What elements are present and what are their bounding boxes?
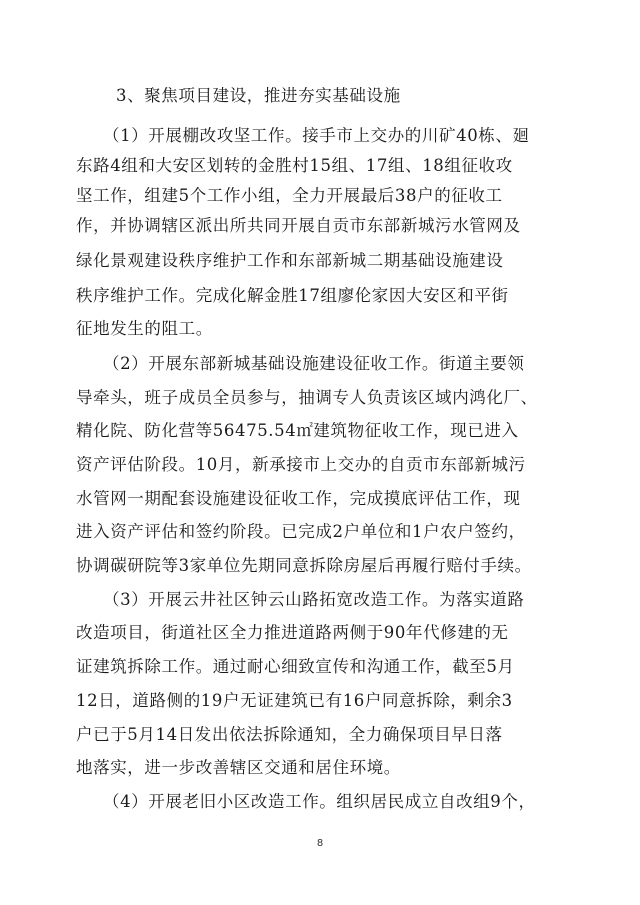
paragraph-1-line-2: 东路4组和大安区划转的金胜村15组、17组、18组征收攻 bbox=[76, 156, 513, 175]
paragraph-3-line-1: （3）开展云井社区钟云山路拓宽改造工作。为落实道路 bbox=[103, 590, 525, 609]
paragraph-3-line-6: 地落实，进一步改善辖区交通和居住环境。 bbox=[76, 758, 401, 777]
paragraph-1-line-1: （1）开展棚改攻坚工作。接手市上交办的川矿40栋、廻 bbox=[103, 126, 530, 145]
paragraph-4-line-1: （4）开展老旧小区改造工作。组织居民成立自改组9个， bbox=[103, 792, 536, 811]
paragraph-1-line-5: 绿化景观建设秩序维护工作和东部新城二期基础设施建设 bbox=[76, 251, 504, 270]
paragraph-1-line-3: 坚工作，组建5个工作小组，全力开展最后38户的征收工 bbox=[76, 186, 503, 205]
paragraph-2-line-2: 导牵头，班子成员全员参与，抽调专人负责该区域内鸿化厂、 bbox=[76, 388, 538, 407]
paragraph-3-line-5: 户已于5月14日发出依法拆除通知，全力确保项目早日落 bbox=[76, 725, 503, 744]
paragraph-3-line-3: 证建筑拆除工作。通过耐心细致宣传和沟通工作，截至5月 bbox=[76, 657, 515, 676]
paragraph-3-line-2: 改造项目，街道社区全力推进道路两侧于90年代修建的无 bbox=[76, 623, 509, 642]
paragraph-2-line-6: 进入资产评估和签约阶段。已完成2户单位和1户农户签约， bbox=[76, 522, 526, 541]
paragraph-1-line-4: 作，并协调辖区派出所共同开展自贡市东部新城污水管网及 bbox=[76, 216, 521, 235]
page-number: 8 bbox=[316, 838, 324, 849]
paragraph-2-line-7: 协调碳研院等3家单位先期同意拆除房屋后再履行赔付手续。 bbox=[76, 556, 532, 575]
paragraph-1-line-7: 征地发生的阻工。 bbox=[76, 319, 213, 338]
section-heading: 3、聚焦项目建设，推进夯实基础设施 bbox=[116, 86, 401, 105]
paragraph-1-line-6: 秩序维护工作。完成化解金胜17组廖伦家因大安区和平街 bbox=[76, 286, 509, 305]
paragraph-2-line-4: 资产评估阶段。10月，新承接市上交办的自贡市东部新城污 bbox=[76, 455, 526, 474]
paragraph-2-line-1: （2）开展东部新城基础设施建设征收工作。街道主要领 bbox=[103, 354, 525, 373]
paragraph-2-line-3: 精化院、防化营等56475.54㎡建筑物征收工作，现已进入 bbox=[76, 421, 519, 440]
paragraph-2-line-5: 水管网一期配套设施建设征收工作，完成摸底评估工作，现 bbox=[76, 489, 521, 508]
paragraph-3-line-4: 12日，道路侧的19户无证建筑已有16户同意拆除，剩余3 bbox=[76, 691, 513, 710]
